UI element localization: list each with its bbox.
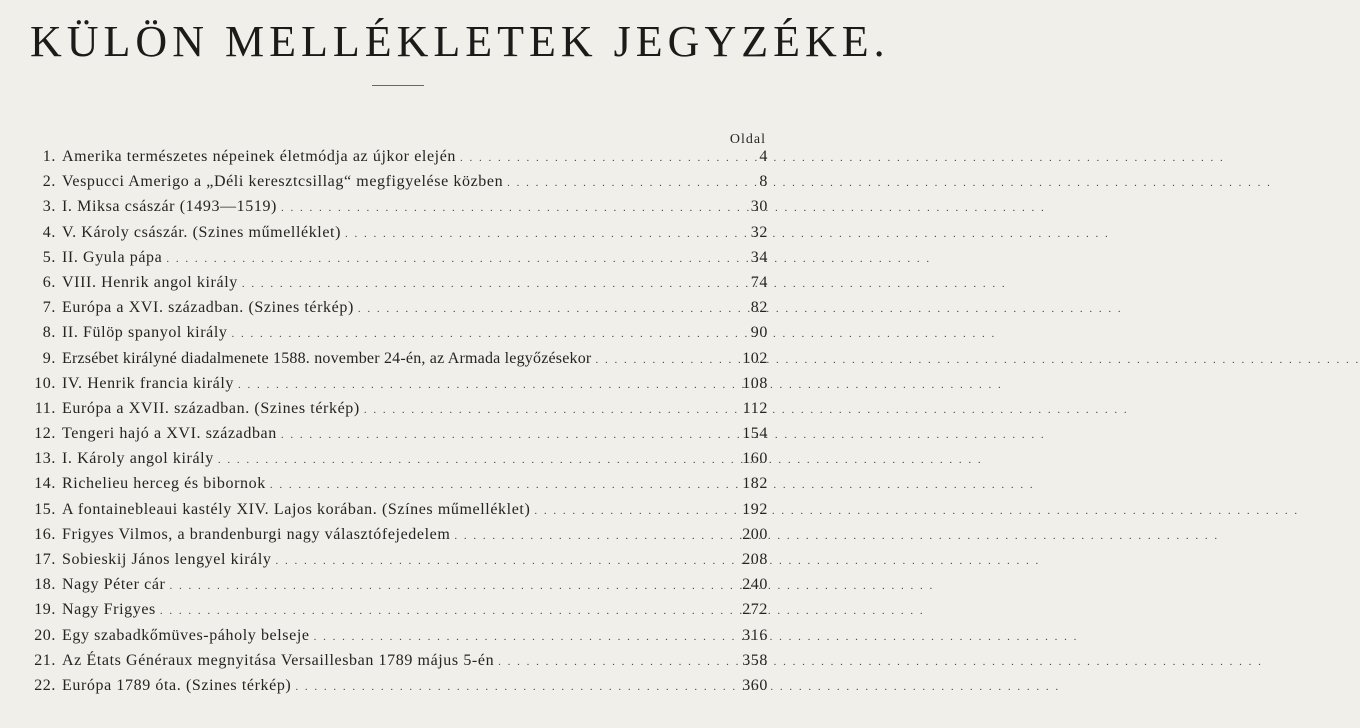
item-title: Amerika természetes népeinek életmódja az újkor elején <box>62 148 457 165</box>
dot-leader <box>270 479 732 491</box>
list-item <box>20 299 768 324</box>
list-item <box>20 501 768 526</box>
item-title: Frigyes Vilmos, a brandenburgi nagy választófejedelem <box>62 525 451 543</box>
dot-leader <box>295 681 732 693</box>
dot-leader <box>314 631 732 643</box>
contents-list <box>20 148 768 702</box>
item-page: 32 <box>750 223 768 241</box>
item-number: 21. <box>34 651 56 669</box>
item-title: Európa a XVI. században. (Szines térkép) <box>62 299 354 317</box>
list-item <box>20 324 768 349</box>
item-title: I. Károly angol király <box>62 450 214 468</box>
item-page: 192 <box>742 500 768 518</box>
dot-leader <box>281 429 732 441</box>
item-title: Erzsébet királyné diadalmenete 1588. november 24-én, az Armada legyőzésekor <box>62 349 592 367</box>
item-page: 90 <box>750 324 768 342</box>
dot-leader <box>534 505 732 517</box>
item-title: IV. Henrik francia király <box>62 374 234 392</box>
list-item <box>20 249 768 274</box>
dot-leader <box>238 379 732 391</box>
dot-leader <box>218 454 732 466</box>
item-page: 74 <box>750 273 768 291</box>
item-number: 18. <box>34 576 56 594</box>
item-page: 154 <box>742 425 768 443</box>
item-page: 4 <box>759 148 768 165</box>
item-number: 5. <box>42 248 56 266</box>
list-item <box>20 274 768 299</box>
item-number: 8. <box>42 324 56 342</box>
item-title: Az États Généraux megnyitása Versaillesban 1789 május 5-én <box>62 651 495 669</box>
item-page: 360 <box>742 676 768 694</box>
item-title: Tengeri hajó a XVI. században <box>62 425 277 443</box>
item-page: 200 <box>742 525 768 543</box>
item-page: 160 <box>742 450 768 468</box>
item-number: 11. <box>34 399 56 417</box>
item-number: 15. <box>34 500 56 518</box>
dot-leader <box>498 656 732 668</box>
item-number: 12. <box>34 425 56 443</box>
list-item <box>20 450 768 475</box>
item-number: 7. <box>42 299 56 317</box>
item-number: 3. <box>42 198 56 216</box>
item-title: Európa 1789 óta. (Szines térkép) <box>62 676 292 694</box>
item-title: Sobieskij János lengyel király <box>62 551 272 568</box>
dot-leader <box>169 580 732 592</box>
item-number: 6. <box>42 273 56 291</box>
item-page: 112 <box>742 399 768 417</box>
list-item <box>20 576 768 601</box>
item-title: VIII. Henrik angol király <box>62 273 238 291</box>
page-title: KÜLÖN MELLÉKLETEK JEGYZÉKE. <box>30 17 890 66</box>
item-number: 14. <box>34 475 56 493</box>
item-page: 208 <box>742 551 768 568</box>
item-number: 20. <box>34 626 56 644</box>
dot-leader <box>454 530 732 542</box>
item-title: A fontainebleaui kastély XIV. Lajos korában. (Színes műmelléklet) <box>62 500 531 518</box>
item-page: 34 <box>750 248 768 266</box>
dot-leader <box>364 404 732 416</box>
item-number: 22. <box>34 676 56 694</box>
item-number: 9. <box>42 349 56 367</box>
list-item <box>20 224 768 249</box>
list-item <box>20 350 768 375</box>
item-number: 17. <box>34 551 56 568</box>
item-number: 16. <box>34 525 56 543</box>
dot-leader <box>242 278 732 290</box>
list-item <box>20 526 768 551</box>
list-item <box>20 677 768 702</box>
list-item <box>20 627 768 652</box>
item-page: 358 <box>742 651 768 669</box>
dot-leader <box>281 202 732 214</box>
item-title: Európa a XVII. században. (Szines térkép) <box>62 399 360 417</box>
dot-leader <box>166 253 732 265</box>
item-page: 30 <box>750 198 768 216</box>
item-title: Nagy Péter cár <box>62 576 166 594</box>
dot-leader <box>460 152 732 164</box>
item-title: Nagy Frigyes <box>62 601 156 619</box>
item-page: 272 <box>742 601 768 619</box>
item-page: 182 <box>742 475 768 493</box>
item-number: 1. <box>42 148 56 165</box>
dot-leader <box>358 303 732 315</box>
title-divider <box>372 85 424 86</box>
dot-leader <box>507 177 732 189</box>
list-item <box>20 652 768 677</box>
dot-leader <box>160 605 732 617</box>
item-page: 108 <box>742 374 768 392</box>
item-number: 13. <box>34 450 56 468</box>
list-item <box>20 425 768 450</box>
item-page: 240 <box>742 576 768 594</box>
list-item <box>20 198 768 223</box>
list-item <box>20 475 768 500</box>
item-page: 316 <box>742 626 768 644</box>
dot-leader <box>276 555 732 567</box>
list-item <box>20 173 768 198</box>
item-number: 4. <box>42 223 56 241</box>
item-page: 8 <box>759 173 768 191</box>
item-title: Egy szabadkőmüves-páholy belseje <box>62 626 310 644</box>
item-title: II. Fülöp spanyol király <box>62 324 228 342</box>
dot-leader <box>345 228 732 240</box>
list-item <box>20 375 768 400</box>
item-page: 102 <box>742 349 768 367</box>
dot-leader <box>232 328 733 340</box>
list-item <box>20 148 768 173</box>
item-number: 19. <box>34 601 56 619</box>
page-column-header: Oldal <box>729 132 766 147</box>
list-item <box>20 551 768 576</box>
item-title: I. Miksa császár (1493—1519) <box>62 198 277 216</box>
item-title: Vespucci Amerigo a „Déli keresztcsillag“ megfigyelése közben <box>62 173 504 191</box>
item-page: 82 <box>750 299 768 317</box>
item-title: II. Gyula pápa <box>62 248 163 266</box>
item-number: 10. <box>34 374 56 392</box>
list-item <box>20 400 768 425</box>
list-item <box>20 601 768 626</box>
item-title: Richelieu herceg és bibornok <box>62 475 266 493</box>
item-number: 2. <box>42 173 56 191</box>
item-title: V. Károly császár. (Szines műmelléklet) <box>62 223 342 241</box>
dot-leader <box>595 354 732 366</box>
